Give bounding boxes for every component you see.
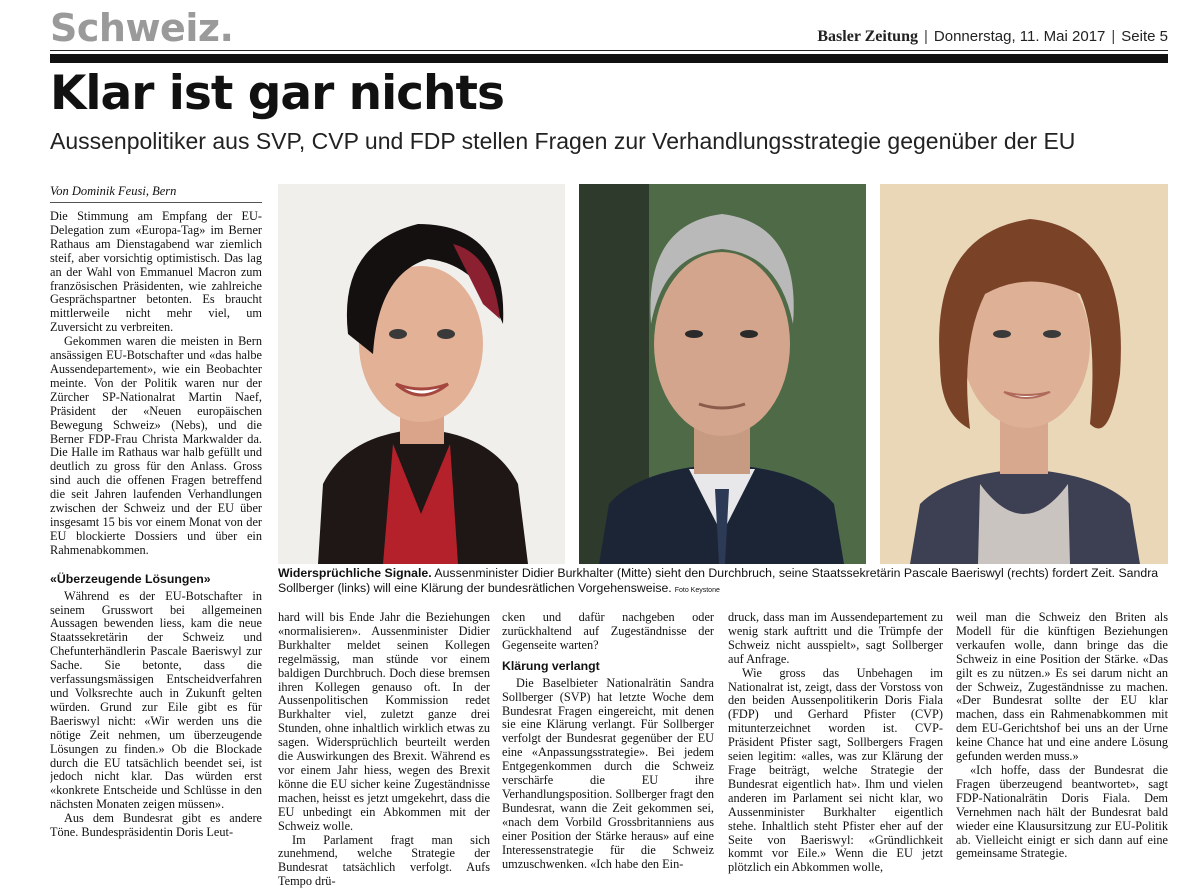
- paragraph: Aus dem Bundesrat gibt es andere Töne. Bundespräsidentin Doris Leut-: [50, 811, 262, 840]
- subheading: «Überzeugende Lösungen»: [50, 571, 211, 586]
- subheadline: Aussenpolitiker aus SVP, CVP und FDP stellen Fragen zur Verhandlungsstrategie gegenüber der EU: [50, 128, 1076, 154]
- photo-caption: [278, 566, 1168, 598]
- masthead: [817, 28, 1168, 46]
- newspaper-name: Basler Zeitung: [817, 28, 918, 45]
- caption-text: Aussenminister Didier Burkhalter (Mitte) sieht den Durchbruch, seine Staatssekretärin Pascale Baeriswyl (rechts) fordert Zeit. Sandra Sollberger (links) will eine Klärung der bundesrätlichen Vorgehensweise.: [278, 566, 1159, 595]
- text-column-4: [728, 611, 943, 890]
- header-rule-thin: [50, 50, 1168, 51]
- issue-date: Donnerstag, 11. Mai 2017: [933, 28, 1106, 45]
- text-column-5: [956, 611, 1168, 890]
- divider: |: [923, 28, 928, 45]
- photo-baeriswyl: [880, 184, 1168, 564]
- photo-burkhalter: [579, 184, 866, 564]
- paragraph: Die Stimmung am Empfang der EU-Delegation zum «Europa-Tag» im Berner Rathaus am Dienstagabend war ziemlich steif, aber vorsichtig optimistisch. Das lag an der Wahl von Emmanuel Macron zum französischen Präsidenten, wie zahlreiche Gesprächspartner betonten. Es braucht mittlerweile nicht mehr viel, um Zuversicht zu verbreiten.: [50, 210, 262, 335]
- header-rule-thick: [50, 54, 1168, 63]
- paragraph: Die Baselbieter Nationalrätin Sandra Sollberger (SVP) hat letzte Woche dem Bundesrat Fragen eingereicht, mit denen sie eine Klärung verlangt. Für Sollberger verfolgt der Bundesrat gegenüber der EU eine «Anpassungsstrategie». Bei jedem Entgegenkommen durch die Schweiz verschärfe die EU ihre Verhandlungsposition. Sollberger fragt den Bundesrat, wann die Zeit gekommen sei, «nach dem Vorbild Grossbritanniens aus einer Position der Stärke heraus» auf eine Interessenstrategie für die Schweiz umzuschwenken. «Ich habe den Ein-: [502, 675, 714, 871]
- text-column-3: [502, 611, 714, 890]
- paragraph: Gekommen waren die meisten in Bern ansässigen EU-Botschafter und «das halbe Aussendepartement», wie ein Beobachter meinte. Von der Politik waren nur der Zürcher SP-Nationalrat Martin Naef, Präsident der «Neuen europäischen Bewegung Schweiz» (Nebs), und die Berner FDP-Frau Christa Markwalder da. Die Halle im Rathaus war halb gefüllt und deutlich zu gross für den Anlass. Gross sind auch die offenen Fragen betreffend die seit Jahren laufenden Verhandlungen zwischen der Schweiz und der EU über insgesamt 15 bis vor einem Monat von der EU blockierte Dossiers und über ein Rahmenabkommen.: [50, 334, 262, 557]
- caption-lead: Widersprüchliche Signale.: [278, 566, 432, 580]
- section-title: Schweiz.: [50, 6, 234, 50]
- page-number: Seite 5: [1121, 28, 1168, 45]
- paragraph: druck, dass man im Aussendepartement zu wenig stark auftritt und die Trümpfe der Schweiz nicht ausspielt», sagt Sollberger auf Anfrage.: [728, 611, 943, 666]
- paragraph: hard will bis Ende Jahr die Beziehungen «normalisieren». Aussenminister Didier Burkhalter meldet seinen Kollegen regelmässig, man stünde vor einem baldigen Durchbruch. Doch diese bremsen ihren Kollegen genauso oft. In der Aussenpolitischen Kommission redet Burkhalter viel, zuletzt ganze drei Stunden, ohne inhaltlich wirklich etwas zu sagen. Widersprüchlich beurteilt werden die Auswirkungen des Brexit. Während es vor einem Jahr hiess, wegen des Brexit könne die EU sicher keine Zugeständnisse machen, heisst es jetzt umgekehrt, dass die EU unbedingt ein Abkommen mit der Schweiz wolle.: [278, 611, 490, 833]
- subheading: Klärung verlangt: [502, 658, 600, 673]
- paragraph: cken und dafür nachgeben oder zurückhaltend auf Zugeständnisse der Gegenseite warten?: [502, 611, 714, 652]
- headline: Klar ist gar nichts: [50, 66, 504, 121]
- paragraph: Während es der EU-Botschafter in seinem Grusswort bei allgemeinen Aussagen bewenden liess, kam die neue Staatssekretärin der Schweiz und Chefunterhändlerin Pascale Baeriswyl zur Sache. Sie betonte, dass die verfassungsmässigen Entscheidverfahren und Volksrechte auch in Zukunft gelten würden. Grund zur Eile gibt es für Baeriswyl nicht: «Wir werden uns die nötige Zeit nehmen, um überzeugende Lösungen zu finden.» Ob die Blockade durch die EU tatsächlich beendet sei, ist jedoch nicht klar. Das würden erst «konkrete Entscheide und Schlüsse in den nächsten Monaten zeigen müssen».: [50, 588, 262, 812]
- byline: Von Dominik Feusi, Bern: [50, 184, 262, 203]
- paragraph: «Ich hoffe, dass der Bundesrat die Fragen überzeugend beantwortet», sagt FDP-Nationalrätin Doris Fiala. Dem Vernehmen nach hält der Bundesrat bald wieder eine Klausursitzung zur EU-Politik ab. Vielleicht einigt er sich dann auf eine gemeinsame Strategie.: [956, 762, 1168, 861]
- text-column-1: [50, 210, 262, 890]
- divider: |: [1111, 28, 1116, 45]
- text-column-2: [278, 611, 490, 890]
- photo-sollberger: [278, 184, 565, 564]
- paragraph: Im Parlament fragt man sich zunehmend, welche Strategie der Bundesrat tatsächlich verfolgt. Aufs Tempo drü-: [278, 832, 490, 889]
- photo-credit: Foto Keystone: [674, 587, 720, 594]
- paragraph: Wie gross das Unbehagen im Nationalrat ist, zeigt, dass der Vorstoss von den beiden Aussenpolitikerin Doris Fiala (FDP) und Gerhard Pfister (CVP) mitunterzeichnet worden ist. CVP-Präsident Pfister sagt, Sollbergers Fragen seien legitim: «alles, was zur Klärung der Frage beiträgt, welche Strategie der Bundesrat eigentlich hat». Ihm und vielen anderen im Parlament sei nicht klar, wo Aussenminister Burkhalter eigentlich stehe. Inhaltlich steht Pfister eher auf der Seite von Baeriswyl: «Gründlichkeit kommt vor Eile.» Wenn die EU jetzt plötzlich ein Abkommen wolle,: [728, 665, 943, 875]
- paragraph: weil man die Schweiz den Briten als Modell für die künftigen Beziehungen verkaufen wolle, dann bringe das die Schweiz in eine Position der Stärke. «Das gilt es zu nützen.» Es sei darum nicht an der Schweiz, Zugeständnisse zu machen. «Der Bundesrat sollte der EU klar machen, dass ein Rahmenabkommen mit dem EU-Gerichtshof bei uns an der Urne keine Chance hat und eine andere Lösung gefunden werden muss.»: [956, 611, 1168, 764]
